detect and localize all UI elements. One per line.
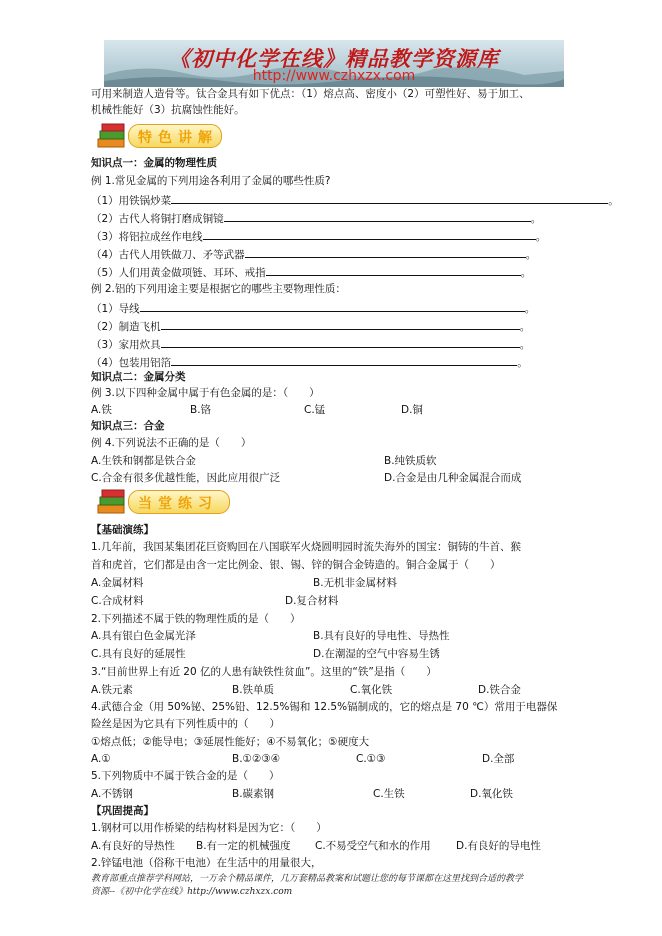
- period: 。: [524, 303, 536, 315]
- ex1-item-3: [91, 228, 546, 244]
- basic-q3-stem: 3.“目前世界上有近 20 亿的人患有缺铁性贫血”。这里的“铁”是指（ ）: [91, 666, 437, 678]
- ex1-item-label: （4）古代人用铁做刀、矛等武器: [91, 249, 245, 261]
- answer-blank[interactable]: [171, 192, 608, 204]
- adv-q2-stem: 2.锌锰电池（俗称干电池）在生活中的用量很大，: [91, 857, 322, 869]
- banner-title: 《初中化学在线》精品教学资源库: [169, 46, 499, 71]
- ex1-item-2: [91, 210, 541, 226]
- basic-q2-option-d[interactable]: D.在潮湿的空气中容易生锈: [313, 648, 440, 660]
- adv-q1-option-d[interactable]: D.有良好的导电性: [456, 840, 541, 852]
- basic-q2-option-c[interactable]: C.具有良好的延展性: [91, 648, 186, 660]
- basic-q4-properties: ①熔点低；②能导电；③延展性能好；④不易氧化；⑤硬度大: [91, 736, 370, 748]
- basic-q1-option-b[interactable]: B.无机非金属材料: [313, 577, 398, 589]
- ex2-item-label: （4）包装用铝箔: [91, 357, 172, 369]
- basic-q2-option-a[interactable]: A.具有银白色金属光泽: [91, 630, 196, 642]
- basic-q1-option-c[interactable]: C.合成材料: [91, 595, 144, 607]
- kp1-title: 知识点一：金属的物理性质: [91, 157, 217, 169]
- ex1-item-4: [91, 246, 536, 262]
- ex4-option-c[interactable]: C.合金有很多优越性能，因此应用很广泛: [91, 472, 281, 484]
- period: 。: [517, 357, 528, 369]
- adv-q1-stem: 1.钢材可以用作桥梁的结构材料是因为它：（ ）: [91, 822, 327, 834]
- ex4-option-d[interactable]: D.合金是由几种金属混合而成: [384, 472, 522, 484]
- period: 。: [520, 267, 532, 279]
- period: 。: [530, 213, 542, 225]
- answer-blank[interactable]: [161, 336, 520, 348]
- ex2-item-label: （2）制造飞机: [91, 321, 161, 333]
- basic-q4-stem-1: 4.武德合金（用 50%铋、25%铅、12.5%锡和 12.5%镉制成的，它的熔点是 70 ℃）常用于电器保: [91, 701, 558, 713]
- books-icon: [95, 487, 129, 517]
- adv-q1-option-a[interactable]: A.有良好的导热性: [91, 840, 175, 852]
- basic-q1-stem-2: 首和虎首，它们都是由含一定比例金、银、锡、锌的铜合金铸造的。铜合金属于（ ）: [91, 559, 501, 571]
- basic-q3-option-b[interactable]: B.铁单质: [232, 684, 275, 696]
- ex1-item-label: （5）人们用黄金做项链、耳环、戒指: [91, 267, 266, 279]
- ex1-item-label: （3）将铝拉成丝作电线: [91, 231, 203, 243]
- period: 。: [519, 339, 531, 351]
- footer-line-1: 教育部重点推荐学科网站，一万余个精品课件，几万套精品教案和试题让您的每节课都在这里找到合适的教学: [91, 874, 524, 884]
- basic-q4-option-c[interactable]: C.①③: [356, 753, 386, 765]
- basic-q4-option-a[interactable]: A.①: [91, 753, 111, 765]
- basic-q4-option-d[interactable]: D.全部: [482, 753, 515, 765]
- books-icon: [95, 121, 129, 151]
- basic-q5-option-c[interactable]: C.生铁: [373, 788, 405, 800]
- ex2-item-3: [91, 336, 530, 352]
- basic-q3-option-a[interactable]: A.铁元素: [91, 684, 133, 696]
- period: 。: [525, 249, 537, 261]
- ex1-item-5: [91, 264, 531, 280]
- period: 。: [608, 195, 619, 207]
- basic-q2-stem: 2.下列描述不属于铁的物理性质的是（ ）: [91, 613, 301, 625]
- basic-q3-option-c[interactable]: C.氧化铁: [350, 684, 393, 696]
- answer-blank[interactable]: [203, 228, 536, 240]
- ex3-option-a[interactable]: A.铁: [91, 404, 112, 416]
- adv-q1-option-b[interactable]: B.有一定的机械强度: [196, 840, 291, 852]
- answer-blank[interactable]: [161, 318, 520, 330]
- basic-q5-option-b[interactable]: B.碳素钢: [232, 788, 275, 800]
- advanced-title: 【巩固提高】: [91, 805, 154, 817]
- intro-line-1: 可用来制造人造骨等。钛合金具有如下优点：（1）熔点高、密度小（2）可塑性好、易于加工、: [91, 88, 530, 100]
- ex4-stem: 例 4.下列说法不正确的是（ ）: [91, 437, 252, 449]
- ex2-item-label: （1）导线: [91, 303, 140, 315]
- intro-line-2: 机械性能好（3）抗腐蚀性能好。: [91, 104, 245, 116]
- section-title-features: 特色讲解: [138, 130, 218, 146]
- header-banner: [104, 40, 564, 87]
- basic-title: 【基础演练】: [91, 524, 154, 536]
- ex2-item-2: [91, 318, 530, 334]
- basic-q5-option-a[interactable]: A.不锈钢: [91, 788, 133, 800]
- basic-q5-option-d[interactable]: D.氧化铁: [470, 788, 513, 800]
- kp2-title: 知识点二：金属分类: [91, 371, 186, 383]
- ex1-item-label: （1）用铁锅炒菜: [91, 195, 172, 207]
- period: 。: [519, 321, 531, 333]
- ex2-item-1: [91, 300, 535, 316]
- basic-q1-stem-1: 1.几年前，我国某集团花巨资购回在八国联军火烧圆明园时流失海外的国宝：铜铸的牛首、猴: [91, 541, 522, 553]
- ex4-option-b[interactable]: B.纯铁质软: [384, 455, 437, 467]
- basic-q3-option-d[interactable]: D.铁合金: [478, 684, 521, 696]
- footer-line-2[interactable]: 资源--《初中化学在线》http://www.czhxzx.com: [91, 887, 293, 897]
- ex1-stem: 例 1.常见金属的下列用途各利用了金属的哪些性质?: [91, 175, 331, 187]
- section-title-practice: 当堂练习: [138, 496, 218, 512]
- basic-q4-option-b[interactable]: B.①②③④: [232, 753, 281, 765]
- adv-q1-option-c[interactable]: C.不易受空气和水的作用: [315, 840, 431, 852]
- answer-blank[interactable]: [266, 264, 521, 276]
- basic-q1-option-a[interactable]: A.金属材料: [91, 577, 144, 589]
- basic-q2-option-b[interactable]: B.具有良好的导电性、导热性: [313, 630, 450, 642]
- ex2-item-4: [91, 354, 528, 370]
- answer-blank[interactable]: [224, 210, 531, 222]
- ex1-item-1: [91, 192, 619, 208]
- ex3-option-b[interactable]: B.铬: [190, 404, 212, 416]
- ex3-stem: 例 3.以下四种金属中属于有色金属的是：（ ）: [91, 387, 320, 399]
- basic-q5-stem: 5.下列物质中不属于铁合金的是（ ）: [91, 770, 280, 782]
- answer-blank[interactable]: [171, 354, 517, 366]
- period: 。: [535, 231, 547, 243]
- ex3-option-c[interactable]: C.锰: [304, 404, 326, 416]
- banner-url[interactable]: http://www.czhxzx.com: [252, 68, 416, 84]
- ex2-stem: 例 2.铝的下列用途主要是根据它的哪些主要物理性质：: [91, 283, 346, 295]
- kp3-title: 知识点三：合金: [91, 420, 165, 432]
- ex1-item-label: （2）古代人将铜打磨成铜镜: [91, 213, 224, 225]
- basic-q4-stem-2: 险丝是因为它具有下列性质中的（ ）: [91, 718, 280, 730]
- answer-blank[interactable]: [245, 246, 526, 258]
- basic-q1-option-d[interactable]: D.复合材料: [285, 595, 339, 607]
- answer-blank[interactable]: [140, 300, 525, 312]
- ex2-item-label: （3）家用炊具: [91, 339, 161, 351]
- ex4-option-a[interactable]: A.生铁和钢都是铁合金: [91, 455, 196, 467]
- ex3-option-d[interactable]: D.铜: [401, 404, 423, 416]
